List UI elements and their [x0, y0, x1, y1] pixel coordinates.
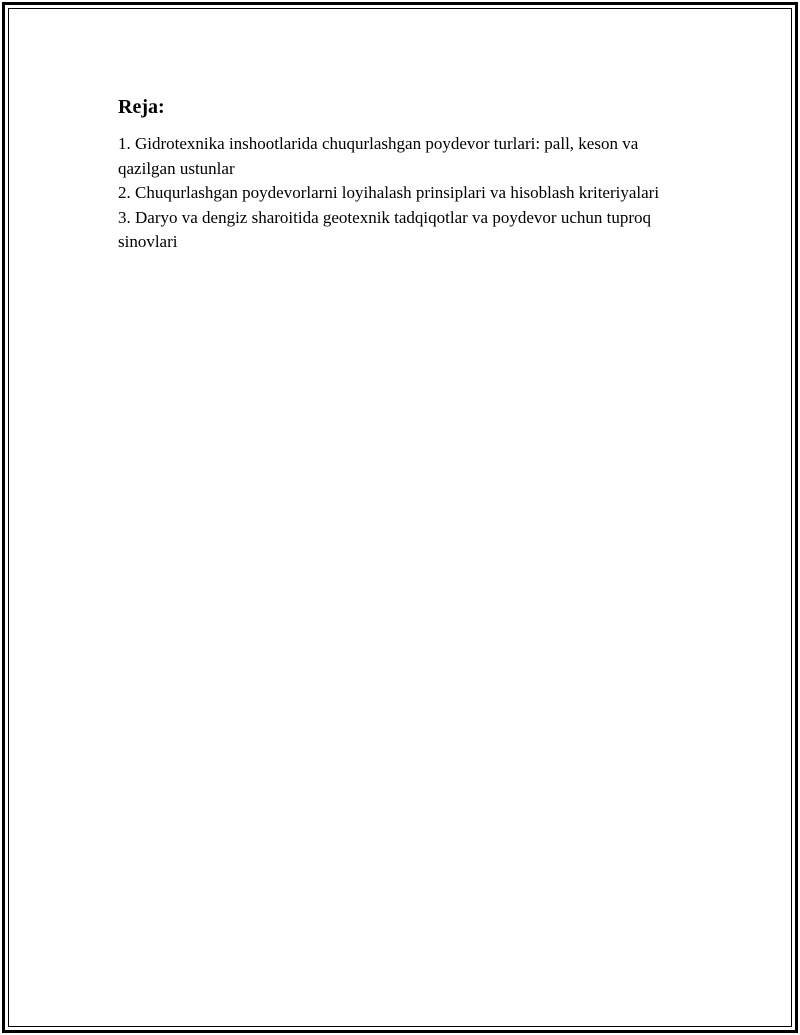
plan-item-3: 3. Daryo va dengiz sharoitida geotexnik tadqiqotlar va poydevor uchun tuproq sinovlari: [118, 207, 651, 251]
plan-heading: Reja:: [118, 96, 165, 118]
plan-item-2: 2. Chuqurlashgan poydevorlarni loyihalash prinsiplari va hisoblash kriteriyalari: [118, 183, 660, 202]
plan-item-1: 1. Gidrotexnika inshootlarida chuqurlashgan poydevor turlari: pall, keson va qazilgan ustunlar: [118, 134, 639, 178]
page-content: [118, 94, 693, 255]
plan-list: [118, 132, 693, 255]
